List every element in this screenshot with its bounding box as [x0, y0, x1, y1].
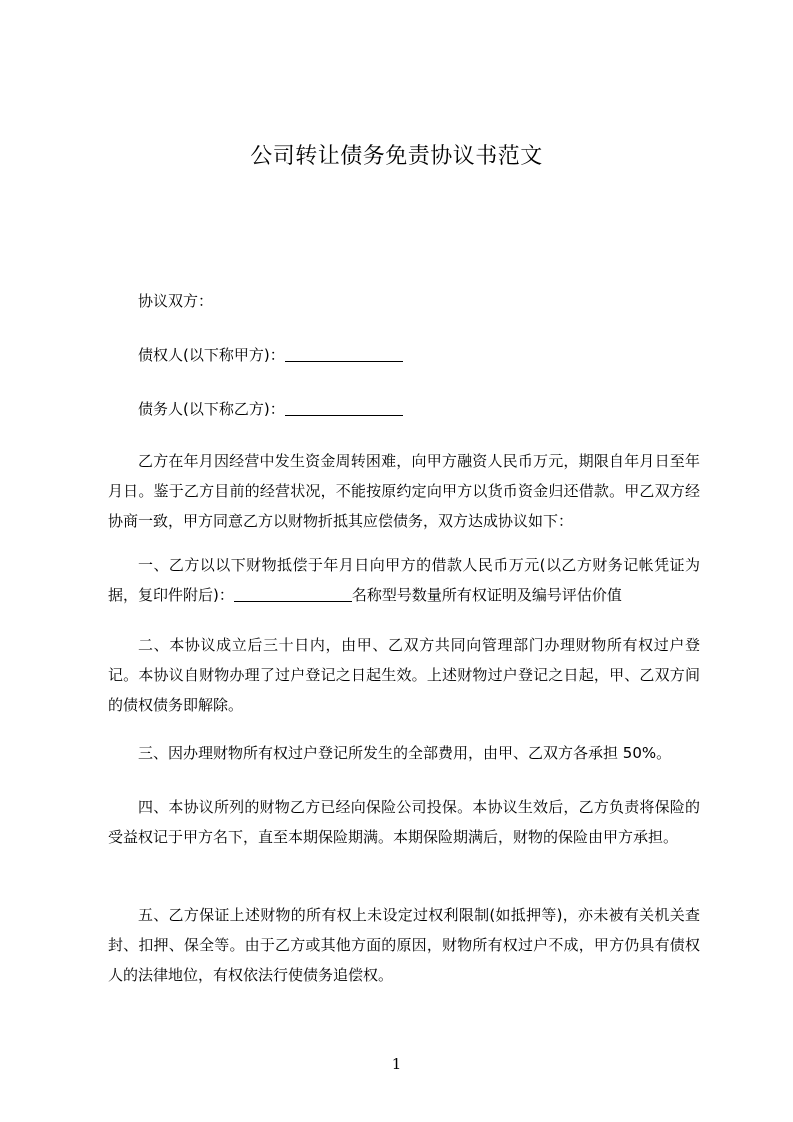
- clause-1: [108, 550, 700, 610]
- clause-3: 三、因办理财物所有权过户登记所发生的全部费用，由甲、乙双方各承担 50%。: [138, 744, 672, 762]
- debtor-line: [108, 394, 700, 424]
- parties-heading: 协议双方：: [138, 292, 214, 310]
- clause-2: 二、本协议成立后三十日内，由甲、乙双方共同向管理部门办理财物所有权过户登记。本协议自财物办理了过户登记之日起生效。上述财物过户登记之日起，甲、乙双方间的债权债务即解除。: [108, 636, 700, 714]
- clause-4: 四、本协议所列的财物乙方已经向保险公司投保。本协议生效后，乙方负责将保险的受益权记于甲方名下，直至本期保险期满。本期保险期满后，财物的保险由甲方承担。: [108, 798, 700, 846]
- creditor-line: [108, 340, 700, 370]
- clause-5: 五、乙方保证上述财物的所有权上未设定过权利限制(如抵押等)，亦未被有关机关查封、扣押、保全等。由于乙方或其他方面的原因，财物所有权过户不成，甲方仍具有债权人的法律地位，有权依法行使债务追偿权。: [108, 906, 700, 984]
- intro-paragraph: 乙方在年月因经营中发生资金周转困难，向甲方融资人民币万元，期限自年月日至年月日。鉴于乙方目前的经营状况，不能按原约定向甲方以货币资金归还借款。甲乙双方经协商一致，甲方同意乙方以财物折抵其应偿债务，双方达成协议如下：: [108, 452, 700, 530]
- page-title: 公司转让债务免责协议书范文: [250, 144, 543, 169]
- clause-1-text: 一、乙方以以下财物抵偿于年月日向甲方的借款人民币万元(以乙方财务记帐凭证为据，复印件附后)：: [108, 556, 700, 604]
- creditor-blank: [285, 345, 403, 362]
- debtor-label: 债务人(以下称乙方)：: [138, 400, 285, 418]
- clause-1-blank: [234, 585, 352, 602]
- debtor-blank: [285, 399, 403, 416]
- creditor-label: 债权人(以下称甲方)：: [138, 346, 285, 364]
- clause-1-items: 名称型号数量所有权证明及编号评估价值: [351, 586, 622, 604]
- page-number: 1: [391, 1055, 402, 1073]
